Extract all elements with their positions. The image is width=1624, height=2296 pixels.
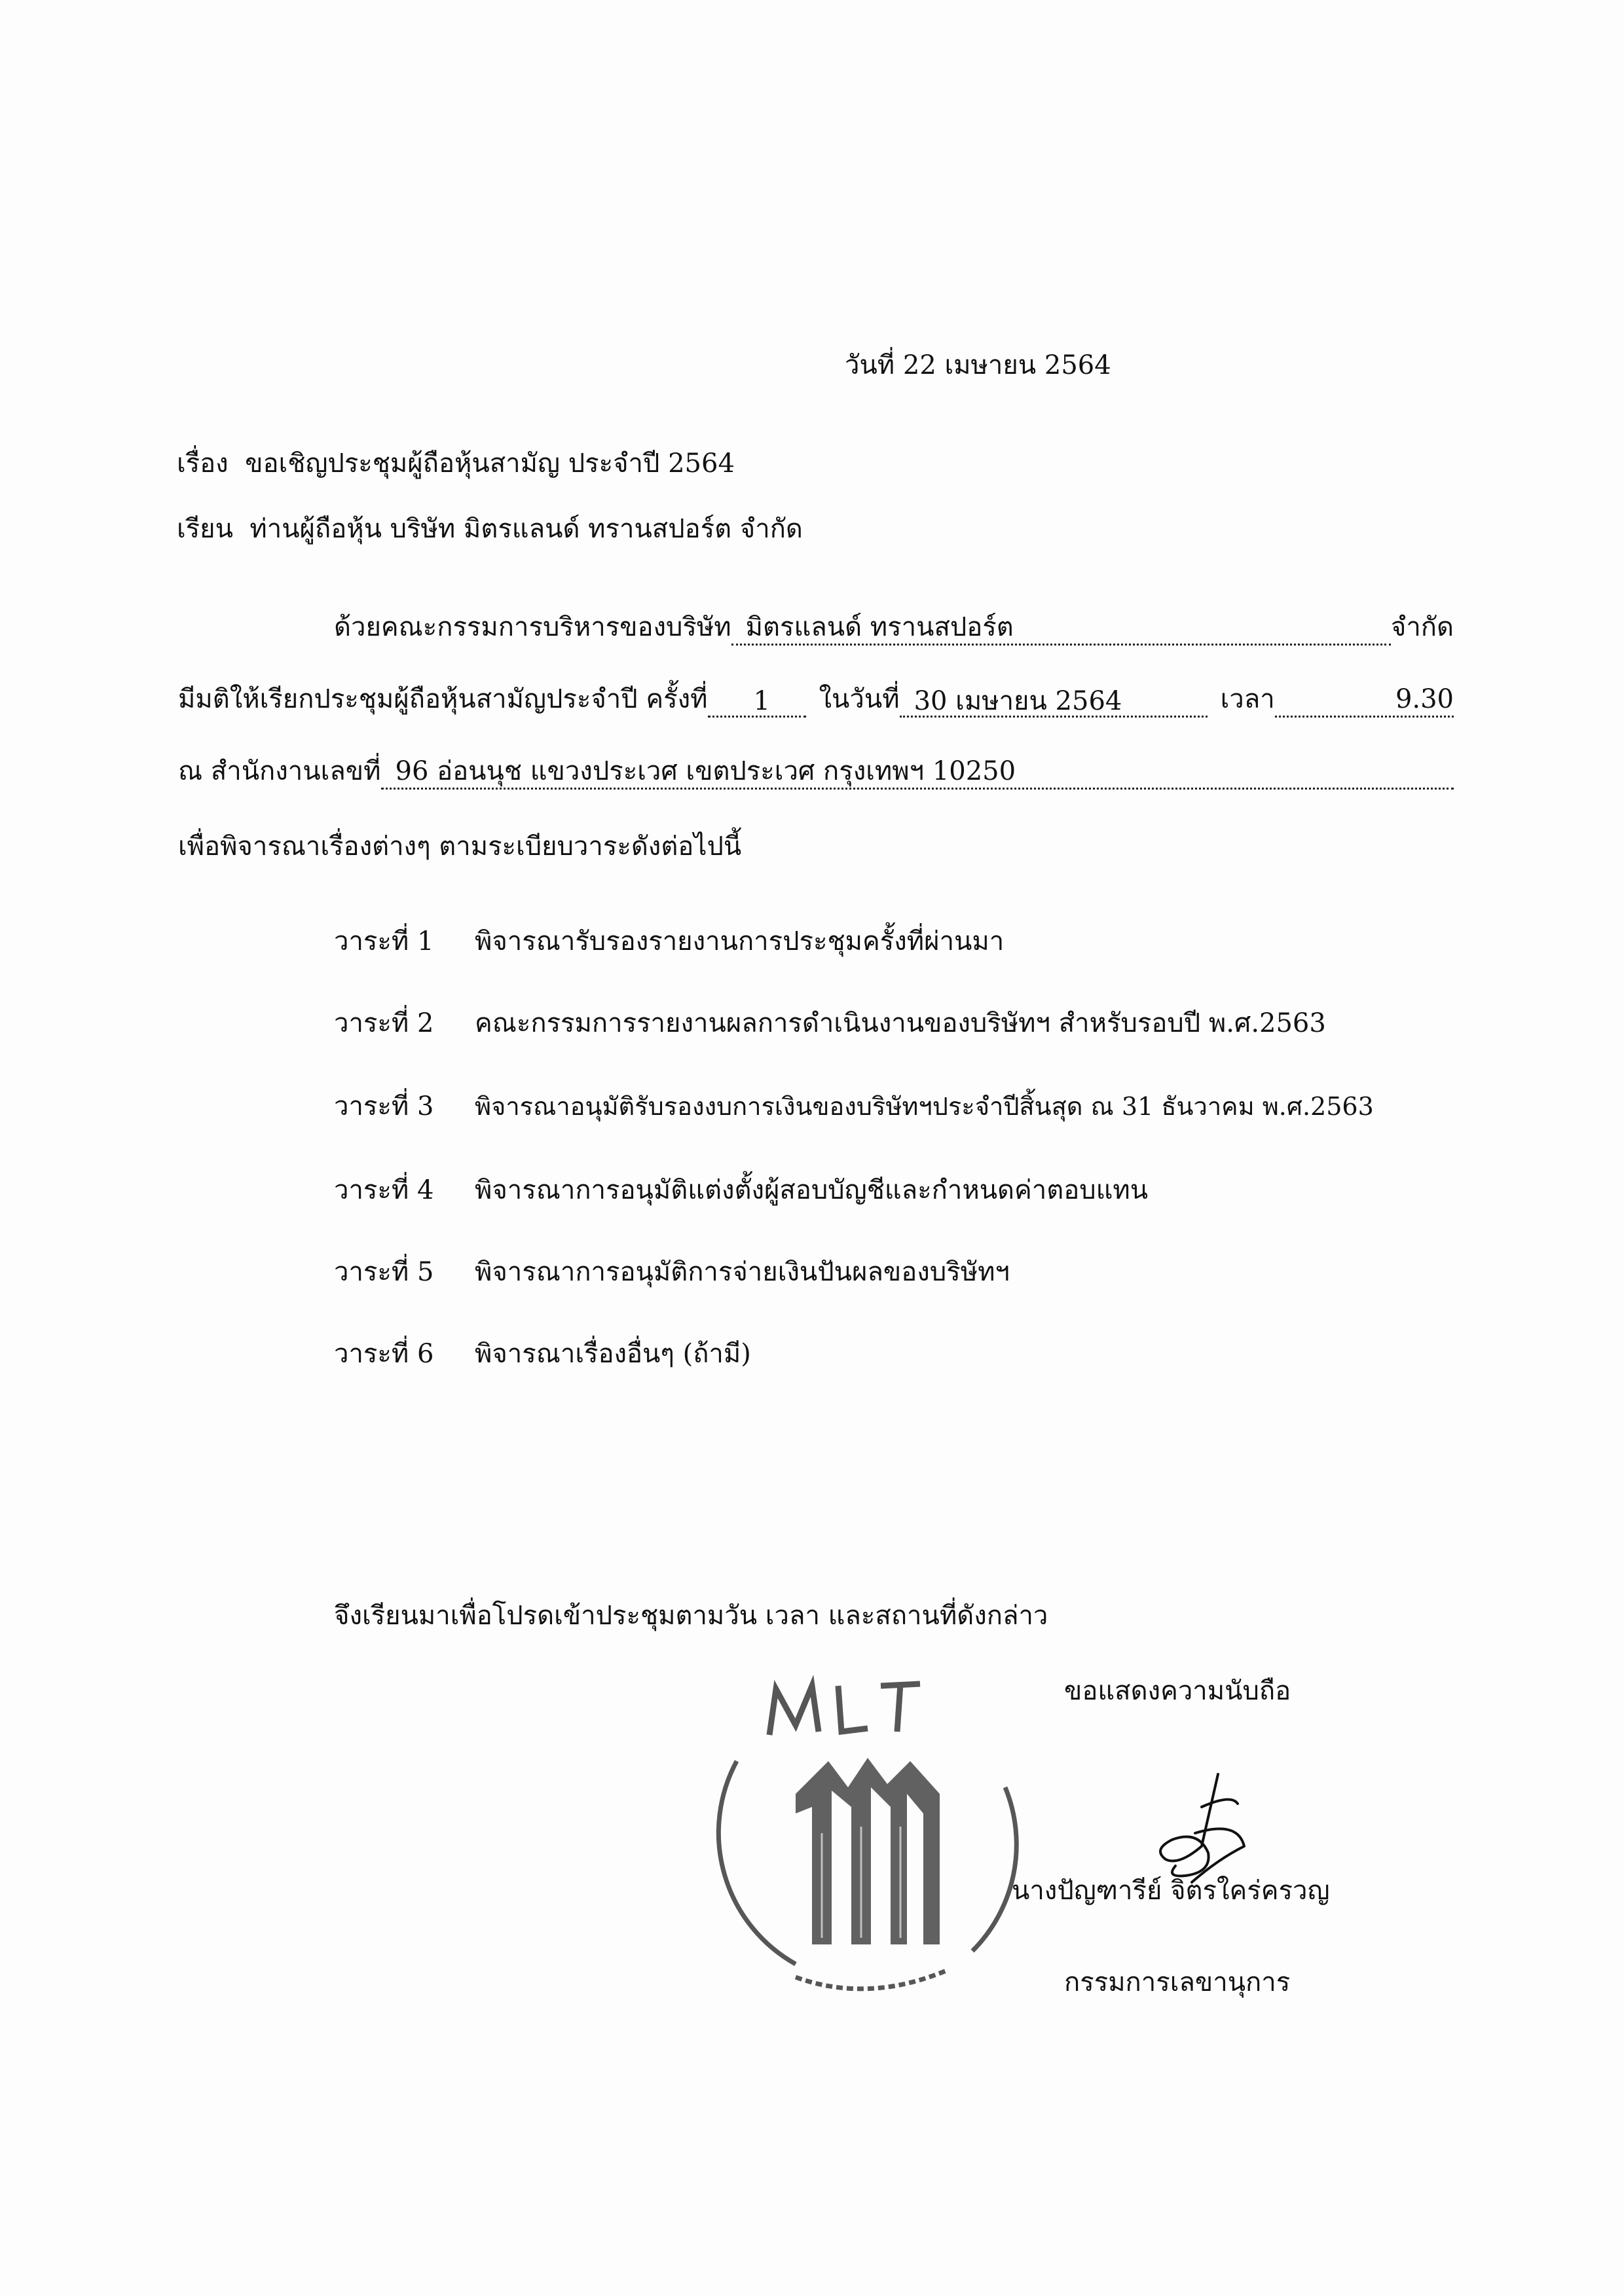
company-name-field: มิตรแลนด์ ทรานสปอร์ต	[731, 611, 1391, 646]
agenda-6-no: วาระที่ 6	[334, 1339, 434, 1369]
recipient-text: ท่านผู้ถือหุ้น บริษัท มิตรแลนด์ ทรานสปอร์ต จำกัด	[249, 514, 803, 544]
meeting-no-field: 1	[708, 685, 806, 718]
date-line: วันที่ 22 เมษายน 2564	[845, 350, 1111, 380]
agenda-3-text: พิจารณาอนุมัติรับรองงบการเงินของบริษัทฯประจำปีสิ้นสุด ณ 31 ธันวาคม พ.ศ.2563	[475, 1092, 1374, 1121]
address-field: 96 อ่อนนุช แขวงประเวศ เขตประเวศ กรุงเทพฯ 10250	[381, 755, 1454, 790]
agenda-1-text: พิจารณารับรองรายงานการประชุมครั้งที่ผ่านมา	[475, 926, 1005, 957]
subject-line	[177, 445, 735, 482]
body-line-3	[178, 753, 1454, 790]
agenda-5-text: พิจารณาการอนุมัติการจ่ายเงินปันผลของบริษัทฯ	[475, 1257, 1010, 1287]
body-line-1-suffix: จำกัด	[1390, 612, 1454, 642]
body-line-2	[178, 681, 1454, 718]
meeting-time-field: 9.30	[1275, 683, 1454, 718]
agenda-3-no: วาระที่ 3	[334, 1091, 434, 1121]
agenda-5-no: วาระที่ 5	[334, 1257, 434, 1287]
signer-name: นางปัญฑารีย์ จิตรใคร่ครวญ	[1012, 1876, 1330, 1906]
body-line-3-prefix: ณ สำนักงานเลขที่	[178, 756, 381, 786]
closing-line: จึงเรียนมาเพื่อโปรดเข้าประชุมตามวัน เวลา และสถานที่ดังกล่าว	[334, 1601, 1048, 1631]
subject-text: ขอเชิญประชุมผู้ถือหุ้นสามัญ ประจำปี 2564	[245, 448, 735, 479]
agenda-4-text: พิจารณาการอนุมัติแต่งตั้งผู้สอบบัญชีและกำหนดค่าตอบแทน	[475, 1175, 1149, 1205]
body-line-1-prefix: ด้วยคณะกรรมการบริหารของบริษัท	[334, 612, 731, 642]
agenda-4-no: วาระที่ 4	[334, 1175, 434, 1205]
meeting-date-field: 30 เมษายน 2564	[900, 685, 1208, 718]
body-line-4: เพื่อพิจารณาเรื่องต่างๆ ตามระเบียบวาระดังต่อไปนี้	[178, 831, 742, 862]
agenda-2-text: คณะกรรมการรายงานผลการดำเนินงานของบริษัทฯ สำหรับรอบปี พ.ศ.2563	[475, 1008, 1326, 1038]
agenda-2-no: วาระที่ 2	[334, 1008, 434, 1038]
regards-line: ขอแสดงความนับถือ	[1064, 1676, 1291, 1706]
subject-label: เรื่อง	[177, 448, 229, 479]
time-label: เวลา	[1220, 684, 1275, 714]
body-line-2-prefix: มีมติให้เรียกประชุมผู้ถือหุ้นสามัญประจำปี ครั้งที่	[178, 684, 708, 714]
body-line-1	[334, 609, 1454, 646]
recipient-label: เรียน	[177, 514, 233, 544]
agenda-6-text: พิจารณาเรื่องอื่นๆ (ถ้ามี)	[475, 1339, 751, 1369]
company-stamp-icon	[697, 1663, 1038, 2003]
agenda-1-no: วาระที่ 1	[334, 926, 434, 957]
signer-title: กรรมการเลขานุการ	[1064, 1967, 1291, 1997]
recipient-line	[177, 511, 803, 547]
on-date-label: ในวันที่	[819, 684, 900, 714]
